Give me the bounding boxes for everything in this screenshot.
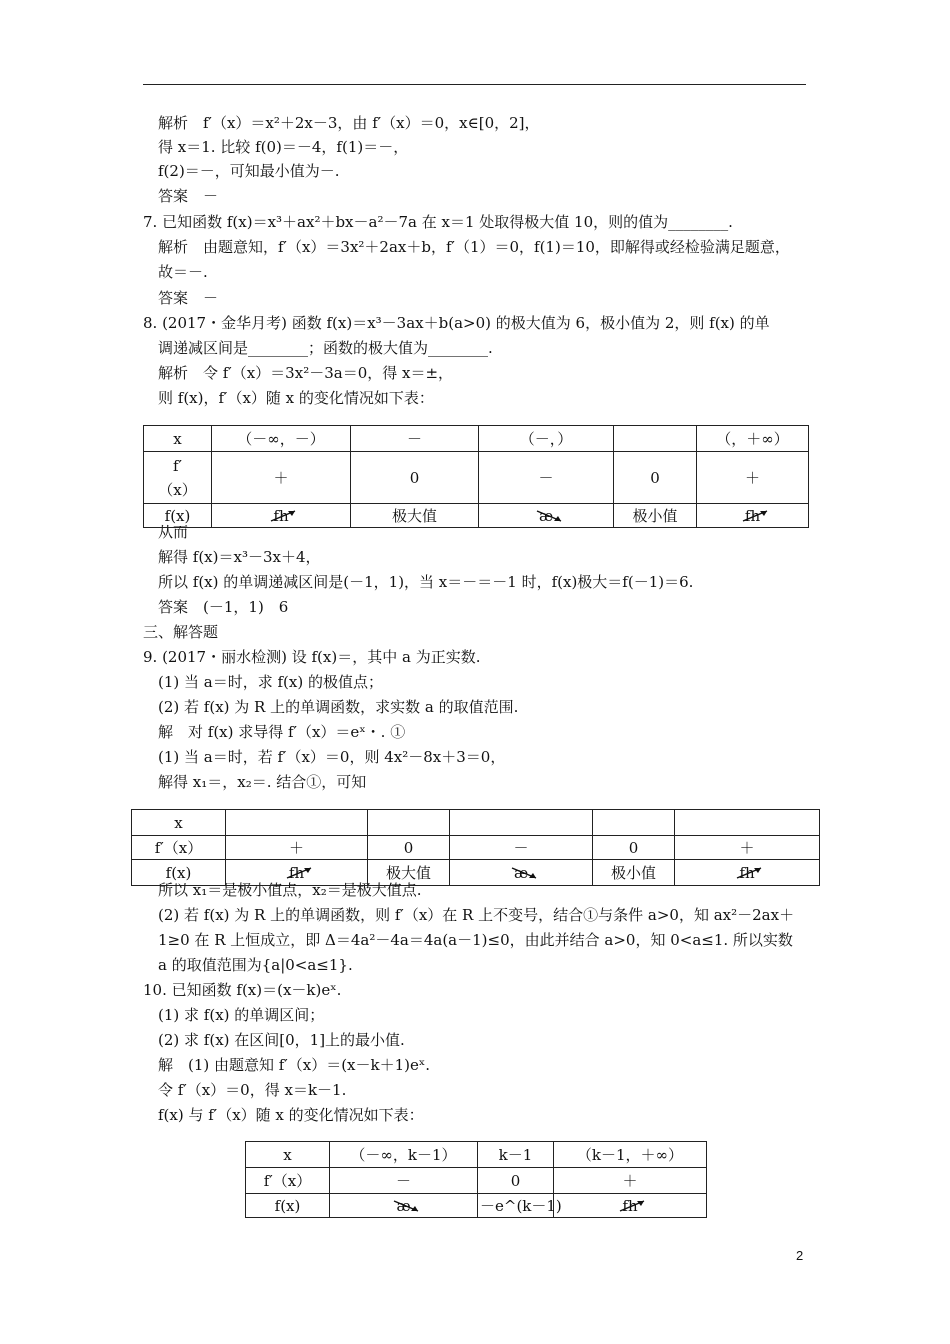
table-row xyxy=(132,860,820,886)
increasing-arrow-icon: fh xyxy=(739,864,754,882)
table-row xyxy=(246,1168,707,1194)
increasing-arrow-icon: fh xyxy=(745,507,760,525)
cell: 0 xyxy=(614,452,697,504)
cell xyxy=(479,504,614,528)
cell: ＋ xyxy=(675,836,820,860)
row-label: f(x) xyxy=(246,1194,330,1218)
table-row xyxy=(246,1194,707,1218)
row-label: f′（x） xyxy=(246,1168,330,1194)
cell: － xyxy=(479,452,614,504)
table-row xyxy=(246,1142,707,1168)
text-line: (2) 若 f(x) 为 R 上的单调函数，求实数 a 的取值范围. xyxy=(158,698,519,716)
text-line: 解 (1) 由题意知 f′（x）＝(x－k＋1)eˣ. xyxy=(158,1056,431,1074)
text-line: 解析 f′（x）＝x²＋2x－3，由 f′（x）＝0，x∈[0，2]， xyxy=(158,114,540,132)
header-cell xyxy=(593,810,675,836)
cell: 0 xyxy=(368,836,450,860)
cell: － xyxy=(450,836,593,860)
header-cell xyxy=(614,426,697,452)
text-line: (1) 求 f(x) 的单调区间； xyxy=(158,1006,325,1024)
text-line: a 的取值范围为{a|0<a≤1}. xyxy=(158,956,353,974)
text-line: 10. 已知函数 f(x)＝(x－k)eˣ. xyxy=(143,981,342,999)
cell: ＋ xyxy=(697,452,809,504)
cell: 0 xyxy=(351,452,479,504)
text-line: 解析 由题意知，f′（x）＝3x²＋2ax＋b，f′（1）＝0，f(1)＝10，即解得或经检验满足题意， xyxy=(158,238,790,256)
table-row xyxy=(144,452,809,504)
table-row xyxy=(144,426,809,452)
cell xyxy=(226,860,368,886)
text-line: (2) 求 f(x) 在区间[0，1]上的最小值. xyxy=(158,1031,405,1049)
cell: － xyxy=(330,1168,478,1194)
text-line: 故＝－. xyxy=(158,263,208,281)
text-line: (1) 当 a＝时，求 f(x) 的极值点； xyxy=(158,673,383,691)
cell: 极小值 xyxy=(614,504,697,528)
text-line: 1≥0 在 R 上恒成立，即 Δ＝4a²－4a＝4a(a－1)≤0，由此并结合 a>0，知 0<a≤1. 所以实数 xyxy=(158,931,793,949)
text-line: 9. (2017・丽水检测) 设 f(x)＝，其中 a 为正实数. xyxy=(143,648,481,666)
cell: 极小值 xyxy=(593,860,675,886)
text-line: 解 对 f(x) 求导得 f′（x）＝eˣ・. ① xyxy=(158,723,406,741)
text-line: 解析 令 f′（x）＝3x²－3a＝0，得 x＝±， xyxy=(158,364,454,382)
header-cell: － xyxy=(351,426,479,452)
header-cell: x xyxy=(144,426,212,452)
header-cell: k－1 xyxy=(478,1142,554,1168)
cell: ＋ xyxy=(226,836,368,860)
cell xyxy=(554,1194,707,1218)
cell xyxy=(330,1194,478,1218)
table-row xyxy=(132,810,820,836)
header-cell: （，＋∞） xyxy=(697,426,809,452)
cell xyxy=(697,504,809,528)
row-label: f(x) xyxy=(132,860,226,886)
text-line: f(x) 与 f′（x）随 x 的变化情况如下表： xyxy=(158,1106,424,1124)
table-9 xyxy=(131,809,820,886)
cell xyxy=(450,860,593,886)
increasing-arrow-icon: fh xyxy=(622,1197,637,1215)
text-line: (2) 若 f(x) 为 R 上的单调函数，则 f′（x）在 R 上不变号，结合①与条件 a>0，知 ax²－2ax＋ xyxy=(158,906,795,924)
cell xyxy=(675,860,820,886)
table-10 xyxy=(245,1141,707,1218)
page-number: 2 xyxy=(796,1248,804,1263)
text-line: f(2)＝－，可知最小值为－. xyxy=(158,162,340,180)
text-line: 调递减区间是________；函数的极大值为________. xyxy=(158,339,493,357)
header-cell: x xyxy=(132,810,226,836)
text-line: 所以 f(x) 的单调递减区间是(－1，1)，当 x＝－＝－1 时，f(x)极大＝f(－1)＝6. xyxy=(158,573,694,591)
decreasing-arrow-icon: æ xyxy=(514,864,528,882)
decreasing-arrow-icon: æ xyxy=(539,507,553,525)
text-line: 答案 (－1，1) 6 xyxy=(158,598,289,616)
cell: 极大值 xyxy=(351,504,479,528)
text-line: 解得 x₁＝，x₂＝. 结合①，可知 xyxy=(158,773,367,791)
header-cell: （k－1，＋∞） xyxy=(554,1142,707,1168)
text-line: 8. (2017・金华月考) 函数 f(x)＝x³－3ax＋b(a>0) 的极大值为 6，极小值为 2，则 f(x) 的单 xyxy=(143,314,770,332)
cell xyxy=(212,504,351,528)
increasing-arrow-icon: fh xyxy=(289,864,304,882)
cell: －e^(k－1) xyxy=(478,1194,554,1218)
text-line: 所以 x₁＝是极小值点，x₂＝是极大值点. xyxy=(158,881,422,899)
decreasing-arrow-icon: æ xyxy=(396,1197,410,1215)
header-rule xyxy=(143,84,806,85)
header-cell: （－，） xyxy=(479,426,614,452)
text-line: 解得 f(x)＝x³－3x＋4， xyxy=(158,548,321,566)
table-row xyxy=(144,504,809,528)
row-label: f′（x） xyxy=(132,836,226,860)
text-line: 答案 － xyxy=(158,187,219,205)
header-cell xyxy=(450,810,593,836)
text-line: 7. 已知函数 f(x)＝x³＋ax²＋bx－a²－7a 在 x＝1 处取得极大值 10，则的值为________. xyxy=(143,213,733,231)
text-line: (1) 当 a＝时，若 f′（x）＝0，则 4x²－8x＋3＝0， xyxy=(158,748,506,766)
row-label: f(x) xyxy=(144,504,212,528)
cell: 0 xyxy=(593,836,675,860)
cell: ＋ xyxy=(554,1168,707,1194)
text-line: 则 f(x)，f′（x）随 x 的变化情况如下表： xyxy=(158,389,434,407)
header-cell xyxy=(368,810,450,836)
row-label: f′ （x） xyxy=(144,452,212,504)
text-line: 得 x＝1. 比较 f(0)＝－4，f(1)＝－， xyxy=(158,138,409,156)
cell: ＋ xyxy=(212,452,351,504)
header-cell: （－∞，k－1） xyxy=(330,1142,478,1168)
table-8 xyxy=(143,425,809,528)
header-cell xyxy=(675,810,820,836)
increasing-arrow-icon: fh xyxy=(273,507,288,525)
header-cell: x xyxy=(246,1142,330,1168)
text-line: 答案 － xyxy=(158,289,219,307)
cell: 0 xyxy=(478,1168,554,1194)
text-line: 三、解答题 xyxy=(143,623,219,641)
header-cell: （－∞，－） xyxy=(212,426,351,452)
cell: 极大值 xyxy=(368,860,450,886)
text-line: 令 f′（x）＝0，得 x＝k－1. xyxy=(158,1081,347,1099)
header-cell xyxy=(226,810,368,836)
table-row xyxy=(132,836,820,860)
text-line: 从而 xyxy=(158,523,189,541)
